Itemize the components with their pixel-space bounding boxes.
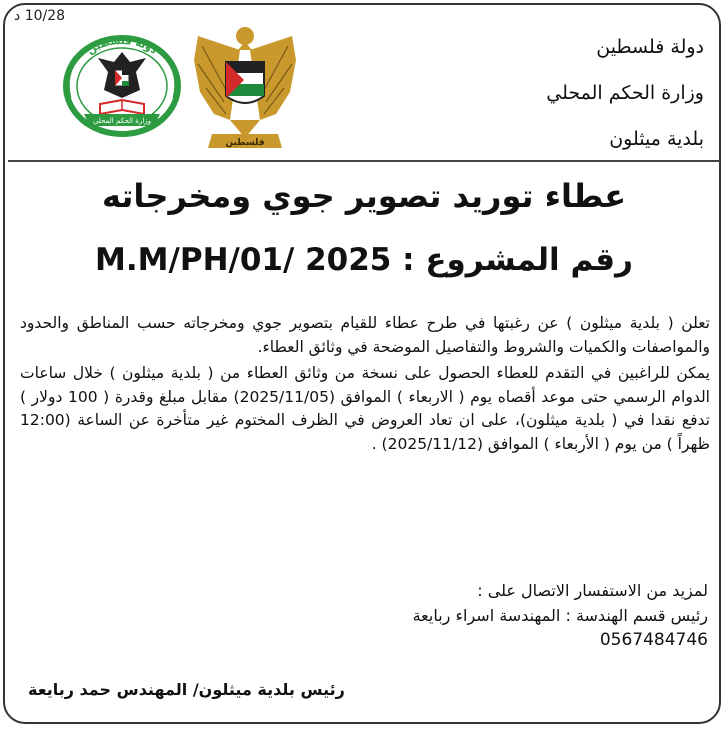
project-number-line <box>20 240 708 280</box>
body-paragraph-2: يمكن للراغبين في التقدم للعطاء الحصول على نسخة من وثائق العطاء من ( بلدية ميثلون ) خلال ساعات الدوام الرسمي حتى موعد أقصاه يوم ( الاربعاء ) الموافق (2025/11/05) مقابل مبلغ وقدرة ( 100 دولار ) تدفع نقدا في ( بلدية ميثلون)، على ان تعاد العروض في الظرف المختوم غير متأخرة عن الساعة (12:00 ظهراً ) من يوم ( الأربعاء ) الموافق (2025/11/12) . <box>20 364 710 453</box>
ministry-ring-text: دولة فلسطين <box>85 35 159 57</box>
contact-intro: لمزيد من الاستفسار الاتصال على : <box>477 581 708 600</box>
contact-block <box>413 578 708 653</box>
contact-person: رئيس قسم الهندسة : المهندسة اسراء ربايعة <box>412 606 708 625</box>
issuer-block <box>464 24 704 162</box>
header-divider <box>8 160 720 162</box>
issuer-state: دولة فلسطين <box>596 36 704 58</box>
page-code: 10/28 د <box>14 8 66 24</box>
ministry-logo <box>56 28 188 140</box>
ministry-logo-text: وزارة الحكم المحلي <box>92 117 152 125</box>
tender-body <box>20 312 710 457</box>
emblem-text: فلسطين <box>225 138 265 148</box>
mayor-signature: رئيس بلدية ميثلون/ المهندس حمد ربايعة <box>28 680 345 699</box>
issuer-municipality: بلدية ميثلون <box>609 128 704 150</box>
issuer-ministry: وزارة الحكم المحلي <box>546 82 704 104</box>
project-number: M.M/PH/01/ 2025 <box>95 242 392 278</box>
body-paragraph-1: تعلن ( بلدية ميثلون ) عن رغبتها في طرح عطاء للقيام بتصوير جوي ومخرجاته حسب المناطق والحدود والمواصفات والكميات والشروط والتفاصيل الموضحة في وثائق العطاء. <box>20 314 710 356</box>
contact-phone: 0567484746 <box>599 630 708 650</box>
tender-title: عطاء توريد تصوير جوي ومخرجاته <box>101 177 627 215</box>
palestine-emblem <box>190 20 300 156</box>
project-number-label: رقم المشروع : <box>402 242 633 278</box>
